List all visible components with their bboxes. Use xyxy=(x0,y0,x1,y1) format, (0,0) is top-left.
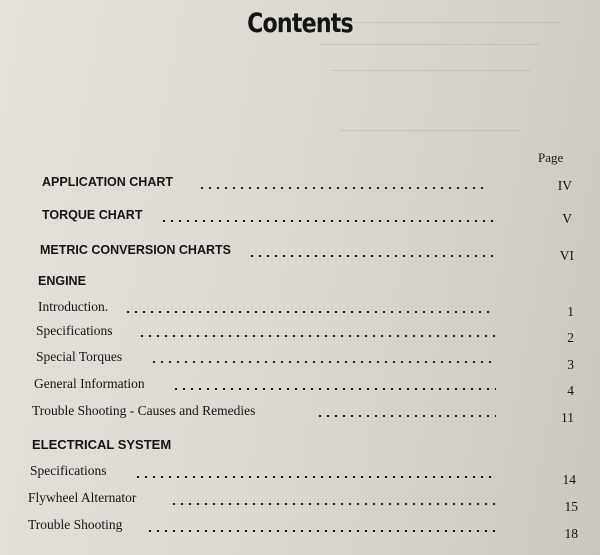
toc-entry-page: V xyxy=(562,211,572,226)
leader-dots xyxy=(172,388,496,390)
toc-entry-label: TORQUE CHART xyxy=(42,208,143,222)
leader-dots xyxy=(160,220,495,222)
leader-dots xyxy=(124,311,494,313)
toc-entry-label: METRIC CONVERSION CHARTS xyxy=(40,243,231,257)
toc-entry-label: Trouble Shooting xyxy=(28,517,123,532)
toc-entry-label: General Information xyxy=(34,376,145,391)
section-heading-electrical-system: ELECTRICAL SYSTEM xyxy=(32,437,172,452)
toc-entry-page: 15 xyxy=(564,499,578,514)
page-column-header: Page xyxy=(538,150,564,165)
toc-entry-page: 4 xyxy=(567,383,574,398)
toc-entry-label: Trouble Shooting - Causes and Remedies xyxy=(32,403,256,418)
toc-entry xyxy=(0,490,600,514)
toc-entry xyxy=(0,376,600,398)
toc-entry-page: 14 xyxy=(562,472,576,487)
toc-entry xyxy=(0,517,600,541)
toc-entry xyxy=(0,403,600,425)
toc-entry xyxy=(0,243,600,261)
leader-dots xyxy=(198,187,488,189)
leader-dots xyxy=(170,503,498,505)
page-title: Contents xyxy=(247,8,353,39)
toc-entry xyxy=(0,208,600,226)
section-heading-engine: ENGINE xyxy=(38,274,86,288)
bleed-through-line xyxy=(330,70,530,71)
toc-entry xyxy=(0,349,600,372)
toc-entry xyxy=(0,323,600,345)
toc-entry-page: VI xyxy=(559,248,574,263)
leader-dots xyxy=(248,255,496,257)
leader-dots xyxy=(150,361,496,363)
toc-entry-label: APPLICATION CHART xyxy=(42,175,174,189)
leader-dots xyxy=(316,415,496,417)
toc-entry-page: IV xyxy=(557,178,572,193)
toc-entry-label: Special Torques xyxy=(36,349,123,364)
toc-entry-page: 3 xyxy=(567,357,574,372)
toc-entry xyxy=(0,299,600,317)
toc-entry-label: Specifications xyxy=(30,463,107,478)
bleed-through-line xyxy=(340,130,520,131)
toc-entry-page: 18 xyxy=(564,526,578,541)
toc-entry-page: 1 xyxy=(567,304,574,319)
toc-entry-label: Flywheel Alternator xyxy=(28,490,137,505)
bleed-through-line xyxy=(320,44,540,45)
toc-entry xyxy=(0,175,600,193)
leader-dots xyxy=(138,335,496,337)
leader-dots xyxy=(146,530,498,532)
toc-entry xyxy=(0,463,600,487)
toc-entry-label: Specifications xyxy=(36,323,113,338)
toc-entry-label: Introduction. xyxy=(38,299,109,314)
leader-dots xyxy=(134,476,496,478)
toc-entry-page: 11 xyxy=(561,410,574,425)
toc-entry-page: 2 xyxy=(567,330,574,345)
